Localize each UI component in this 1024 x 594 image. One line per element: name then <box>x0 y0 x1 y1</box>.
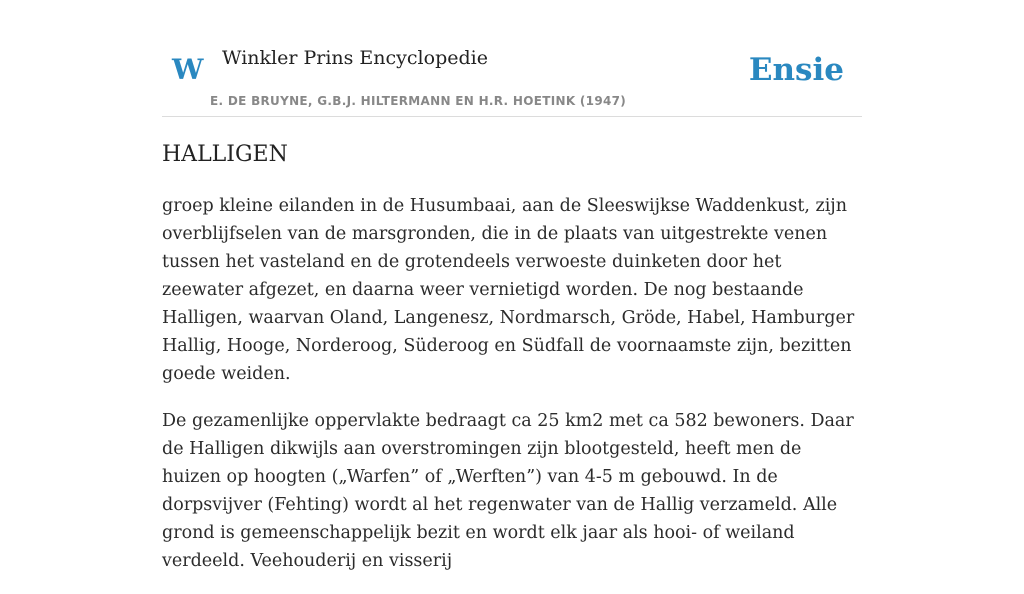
site-header <box>162 40 862 117</box>
entry-title: HALLIGEN <box>162 142 288 167</box>
entry-body <box>162 192 862 594</box>
entry-paragraph: De gezamenlijke oppervlakte bedraagt ca 25 km2 met ca 582 bewoners. Daar de Halligen dikwijls aan overstromingen zijn blootgesteld, heeft men de huizen op hoogten („Warfen” of „Werften”) van 4-5 m gebouwd. In de dorpsvijver (Fehting) wordt al het regenwater van de Hallig verzameld. Alle grond is gemeenschappelijk bezit en wordt elk jaar als hooi- of weiland verdeeld. Veehouderij en visserij <box>162 411 854 571</box>
entry-paragraph: groep kleine eilanden in de Husumbaai, aan de Sleeswijkse Waddenkust, zijn overblijfselen van de marsgronden, die in de plaats van uitgestrekte venen tussen het vasteland en de grotendeels verwoeste duinketen door het zeewater afgezet, en daarna weer vernietigd worden. De nog bestaande Halligen, waarvan Oland, Langenesz, Nordmarsch, Gröde, Habel, Hamburger Hallig, Hooge, Norderoog, Süderoog en Südfall de voornaamste zijn, bezitten goede weiden. <box>162 196 855 384</box>
ensie-logo[interactable]: Ensie <box>748 52 844 88</box>
book-authors: E. DE BRUYNE, G.B.J. HILTERMANN EN H.R. HOETINK (1947) <box>210 94 627 108</box>
book-title[interactable]: Winkler Prins Encyclopedie <box>222 47 488 69</box>
winkler-prins-logo-icon[interactable]: W <box>172 53 204 86</box>
